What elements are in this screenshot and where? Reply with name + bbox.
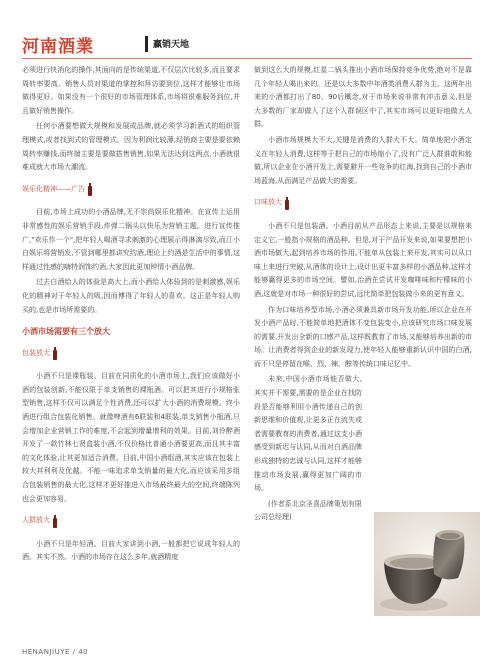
subhead-entertainment	[22, 183, 240, 197]
paragraph: 小酒不只是裸瓶装。目前在同质化的小酒市场上,我们应该做好小酒的包装创新,不能仅限于单支销售的裸瓶酒。可以把其进行小规格张型销售,这样不仅可以满足个性消费,还可以扩大小酒的消费规模。终小酒进行组合包装化销售。就像啤酒有6联装和4联装,单支销售小瓶酒,只会增加企业营销工作的难度,不会起到增量增利的效果。目前,刘伶醉酒开发了一款竹林七贤盒装小酒,不仅价格比普通小酒要更高,而且其丰富的文化体验,让其更加适合消费。目前,中国小酒组酒,其实应该在包装上较大其利利及优越。不能一味追求单支销量的最大化,而应该采用多组合包装销售的最大化,这样才更好推进入市场最终最大的空间,终端陈列也会更加容易。	[22, 372, 240, 503]
subhead-label: 人群放大	[22, 516, 50, 525]
header-rule	[22, 58, 472, 59]
sake-cup-illustration	[374, 512, 480, 616]
paragraph: 未来,中国小酒市场能否做大,其实并不需要,需要的是企业在找防段是否能够利用小酒传递自己的创新思维和价值观,让更多正在流失或者需要教育的消费者,通过这支小酒感受到新迟与认同,从而对白酒品牌形成独特的忠诚与认同,这样才能够推动市场发展,赢得更加广阔的市场。	[254, 375, 362, 493]
subhead-packaging	[22, 347, 240, 361]
paragraph: 小酒不只是年轻酒。目前大家讲到小酒,一般都把它说成年轻人的酒。其实不然。小酒的市场存在这么多年,就酒精度	[22, 539, 240, 562]
subhead-label: 口味放大	[254, 198, 282, 207]
paragraph: 必须进行快消化的操作,其面向的是传统渠道,不仅层次比较多,而且要求周转率要高。销售人员对渠道的掌控和拜访要到位,这样才能够让市场做得更好。如果没有一个很好的市场管理体系,市场将很难服务到位,并且做好销售操作。	[22, 66, 240, 115]
subhead-audience	[22, 514, 240, 528]
paragraph: 小酒市场规模大不大,关键是消费的人群大不大。简单地把小酒定义在年轻人消费,这样等于把自己的市场缩小了,没有广泛人群谁敢和能做,所以企业在小酒开发上,需要避开一些竞争的红海,找到自己的小酒市场蓝海,从而满足产品做大的需要。	[254, 135, 472, 185]
left-column	[22, 64, 240, 567]
brand-divider	[145, 36, 148, 52]
subhead-flavor	[254, 196, 472, 210]
paragraph: 目前,市场上成功的小酒品牌,无不崇尚娱乐化精神。在宣传上运用非常感性的娱乐营销手段,炸弹二锅头以快乐为营销主题。进行宣传推广,"欢乐作一个",把年轻人喝酒寻求刺激的心理展示得淋漓尽致,而江小白娱乐将营销发,不管到哪里都讲究约酒,理论上约酒是生活中的事情,这样通过性感的嗨特润饰约酒,大家因此更加钟情小酒品牌。	[22, 208, 240, 271]
paragraph: 过去白酒给人的体验是高大上,而小酒给人体验到的是刺激感,娱乐化的精神对于年轻人的吸,因而博得了年轻人的喜欢。这正是年轻人购买的,也是市场所需要的。	[22, 278, 240, 314]
paragraph: 小酒不只是包装酒。小酒目前从产品形态上来说,主要是以规格来定义它,一般指小规格的酒品种。但是,对于产品开发来说,如果要想把小酒市场做大,起到培养市场的作用,不能单从包装上来开发,其实可以从口味上来进行突破,从酒体的设计上,设计出更丰富多样的小酒品种,这样才能够赢得更多的市场空间。譬如,治酒在尝试开发咖啡味和柠檬味的小酒,这就是对市场一种很好的尝试,远比简单把包装做小来的更有意义。	[254, 221, 472, 298]
right-column	[254, 64, 472, 527]
paragraph: 作为口味培养型市场,小酒必须兼具新市场开发功能,所以企业在开发小酒产品时,不能简单地把酒体不变包装变小,应该研究市场口味发展的需要,开发出全新的口感产品,这样既教育了市场,又能够培养出新的市场。让消费者得到企业的新发现力,使年轻人能够重新认识中国的白酒,而不只是停留在喉、烈、辣、醇等传统口味记忆中。	[254, 305, 472, 368]
paragraph: 做到这么大的规模,红星二锅头推出小酒市场保持竞争优势,绝对不是靠几个年轻人喝出来的。还是以大多数中年酒类消费人群为主。这两年出来的小酒都打出了80、90后概念,对于市场来说非常有冲击意义,但是大多数的厂家却做入了这个人群误区中了,其实市场可以更好地做大人群。	[254, 66, 472, 129]
section-heading: 小酒市场需要有三个放大	[22, 327, 110, 337]
wine-bottle-icon	[88, 186, 92, 196]
wine-bottle-icon	[53, 518, 57, 528]
author-note: (作者系北京圣喜品牌策划有限公司总经理)	[254, 499, 362, 522]
page-footer: HENANJIUYE / 40	[22, 648, 89, 656]
page-header	[22, 30, 472, 60]
sake-cup-photo	[374, 512, 480, 616]
wine-bottle-icon	[285, 200, 289, 210]
wine-bottle-icon	[53, 350, 57, 360]
magazine-brand: 河南酒業	[22, 37, 94, 57]
subhead-label: 娱乐化精神——广告	[22, 184, 85, 193]
paragraph: 任何小酒要想做大规模和发展成品牌,就必须学习新酒式的组织管理模式,或者找到式的管理模式。因为利润比较薄,经销商主要是要依赖周转率赚钱,而终端主要是要做搭售销售,如果无法达到这两点,小酒就很难成就大市场大潮流。	[22, 122, 240, 172]
subhead-label: 包装放大	[22, 348, 50, 357]
section-title: 赢销天地	[153, 40, 190, 50]
